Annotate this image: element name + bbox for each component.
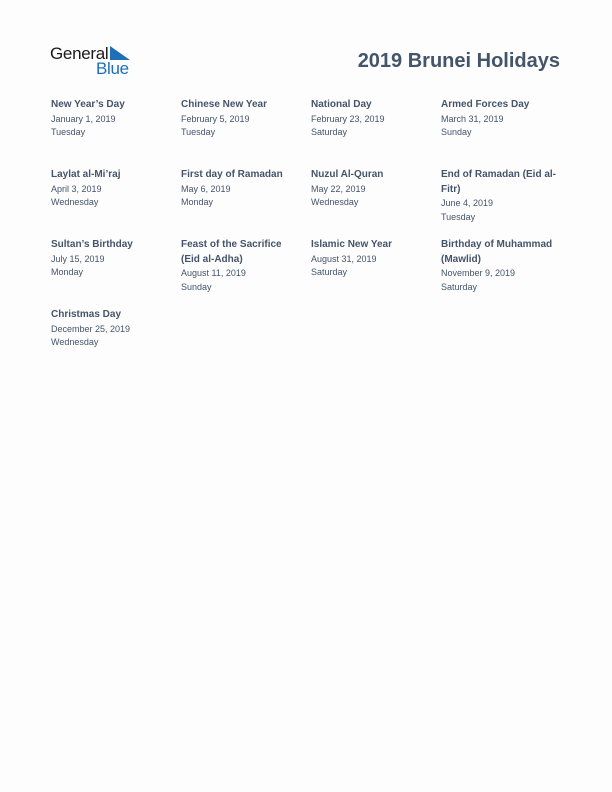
holiday-item bbox=[311, 168, 433, 210]
holiday-item bbox=[181, 238, 303, 294]
holiday-weekday: Tuesday bbox=[51, 127, 86, 137]
page-title: 2019 Brunei Holidays bbox=[357, 50, 560, 72]
holiday-weekday: Tuesday bbox=[181, 127, 216, 137]
holiday-weekday: Monday bbox=[51, 267, 84, 277]
holiday-item bbox=[441, 168, 563, 224]
holiday-item bbox=[311, 238, 433, 280]
holiday-weekday: Saturday bbox=[441, 281, 478, 292]
holiday-name: New Year’s Day bbox=[51, 99, 125, 110]
holiday-name: Feast of the Sacrifice (Eid al-Adha) bbox=[181, 239, 282, 265]
holiday-date: May 22, 2019 bbox=[311, 183, 366, 194]
holiday-item bbox=[441, 98, 563, 140]
holiday-date: March 31, 2019 bbox=[441, 113, 504, 124]
holiday-date: February 23, 2019 bbox=[311, 113, 385, 124]
holiday-date: February 5, 2019 bbox=[181, 113, 250, 124]
holiday-weekday: Tuesday bbox=[441, 211, 476, 222]
holiday-item bbox=[441, 238, 563, 294]
holiday-name: Christmas Day bbox=[51, 309, 122, 320]
holiday-weekday: Saturday bbox=[311, 267, 348, 277]
holiday-date: May 6, 2019 bbox=[181, 183, 231, 194]
logo-flag-icon bbox=[110, 46, 130, 60]
holiday-item bbox=[51, 238, 173, 280]
holiday-date: January 1, 2019 bbox=[51, 113, 116, 124]
holiday-item bbox=[181, 168, 303, 210]
logo-text-general: General bbox=[50, 44, 109, 63]
holiday-date: December 25, 2019 bbox=[51, 323, 131, 334]
holiday-weekday: Wednesday bbox=[311, 197, 359, 207]
holiday-name: End of Ramadan (Eid al-Fitr) bbox=[441, 169, 557, 195]
holiday-name: Chinese New Year bbox=[181, 99, 267, 110]
holiday-date: August 11, 2019 bbox=[181, 268, 246, 278]
holiday-date: April 3, 2019 bbox=[51, 183, 102, 194]
holiday-name: Nuzul Al-Quran bbox=[311, 169, 384, 180]
holiday-item bbox=[51, 168, 173, 210]
logo-text-blue: Blue bbox=[96, 59, 129, 78]
holiday-date: June 4, 2019 bbox=[441, 198, 494, 208]
holiday-weekday: Saturday bbox=[311, 127, 348, 137]
holiday-weekday: Sunday bbox=[441, 127, 472, 137]
holiday-name: Birthday of Muhammad (Mawlid) bbox=[441, 239, 553, 265]
holiday-weekday: Wednesday bbox=[51, 197, 99, 207]
holiday-weekday: Wednesday bbox=[51, 337, 99, 347]
holiday-item bbox=[51, 98, 173, 140]
holiday-weekday: Monday bbox=[181, 197, 214, 207]
holiday-name: First day of Ramadan bbox=[181, 169, 283, 180]
holiday-date: July 15, 2019 bbox=[51, 253, 105, 264]
holiday-date: November 9, 2019 bbox=[441, 268, 516, 278]
generalblue-logo bbox=[50, 44, 140, 78]
holiday-item bbox=[51, 308, 173, 350]
holiday-item bbox=[311, 98, 433, 140]
holiday-item bbox=[181, 98, 303, 140]
holiday-name: Sultan’s Birthday bbox=[51, 239, 133, 250]
holiday-name: National Day bbox=[311, 99, 372, 110]
holiday-name: Armed Forces Day bbox=[441, 99, 530, 110]
holiday-name: Laylat al-Mi’raj bbox=[51, 169, 121, 180]
holiday-name: Islamic New Year bbox=[311, 239, 392, 250]
holiday-date: August 31, 2019 bbox=[311, 253, 377, 264]
holiday-weekday: Sunday bbox=[181, 281, 212, 292]
